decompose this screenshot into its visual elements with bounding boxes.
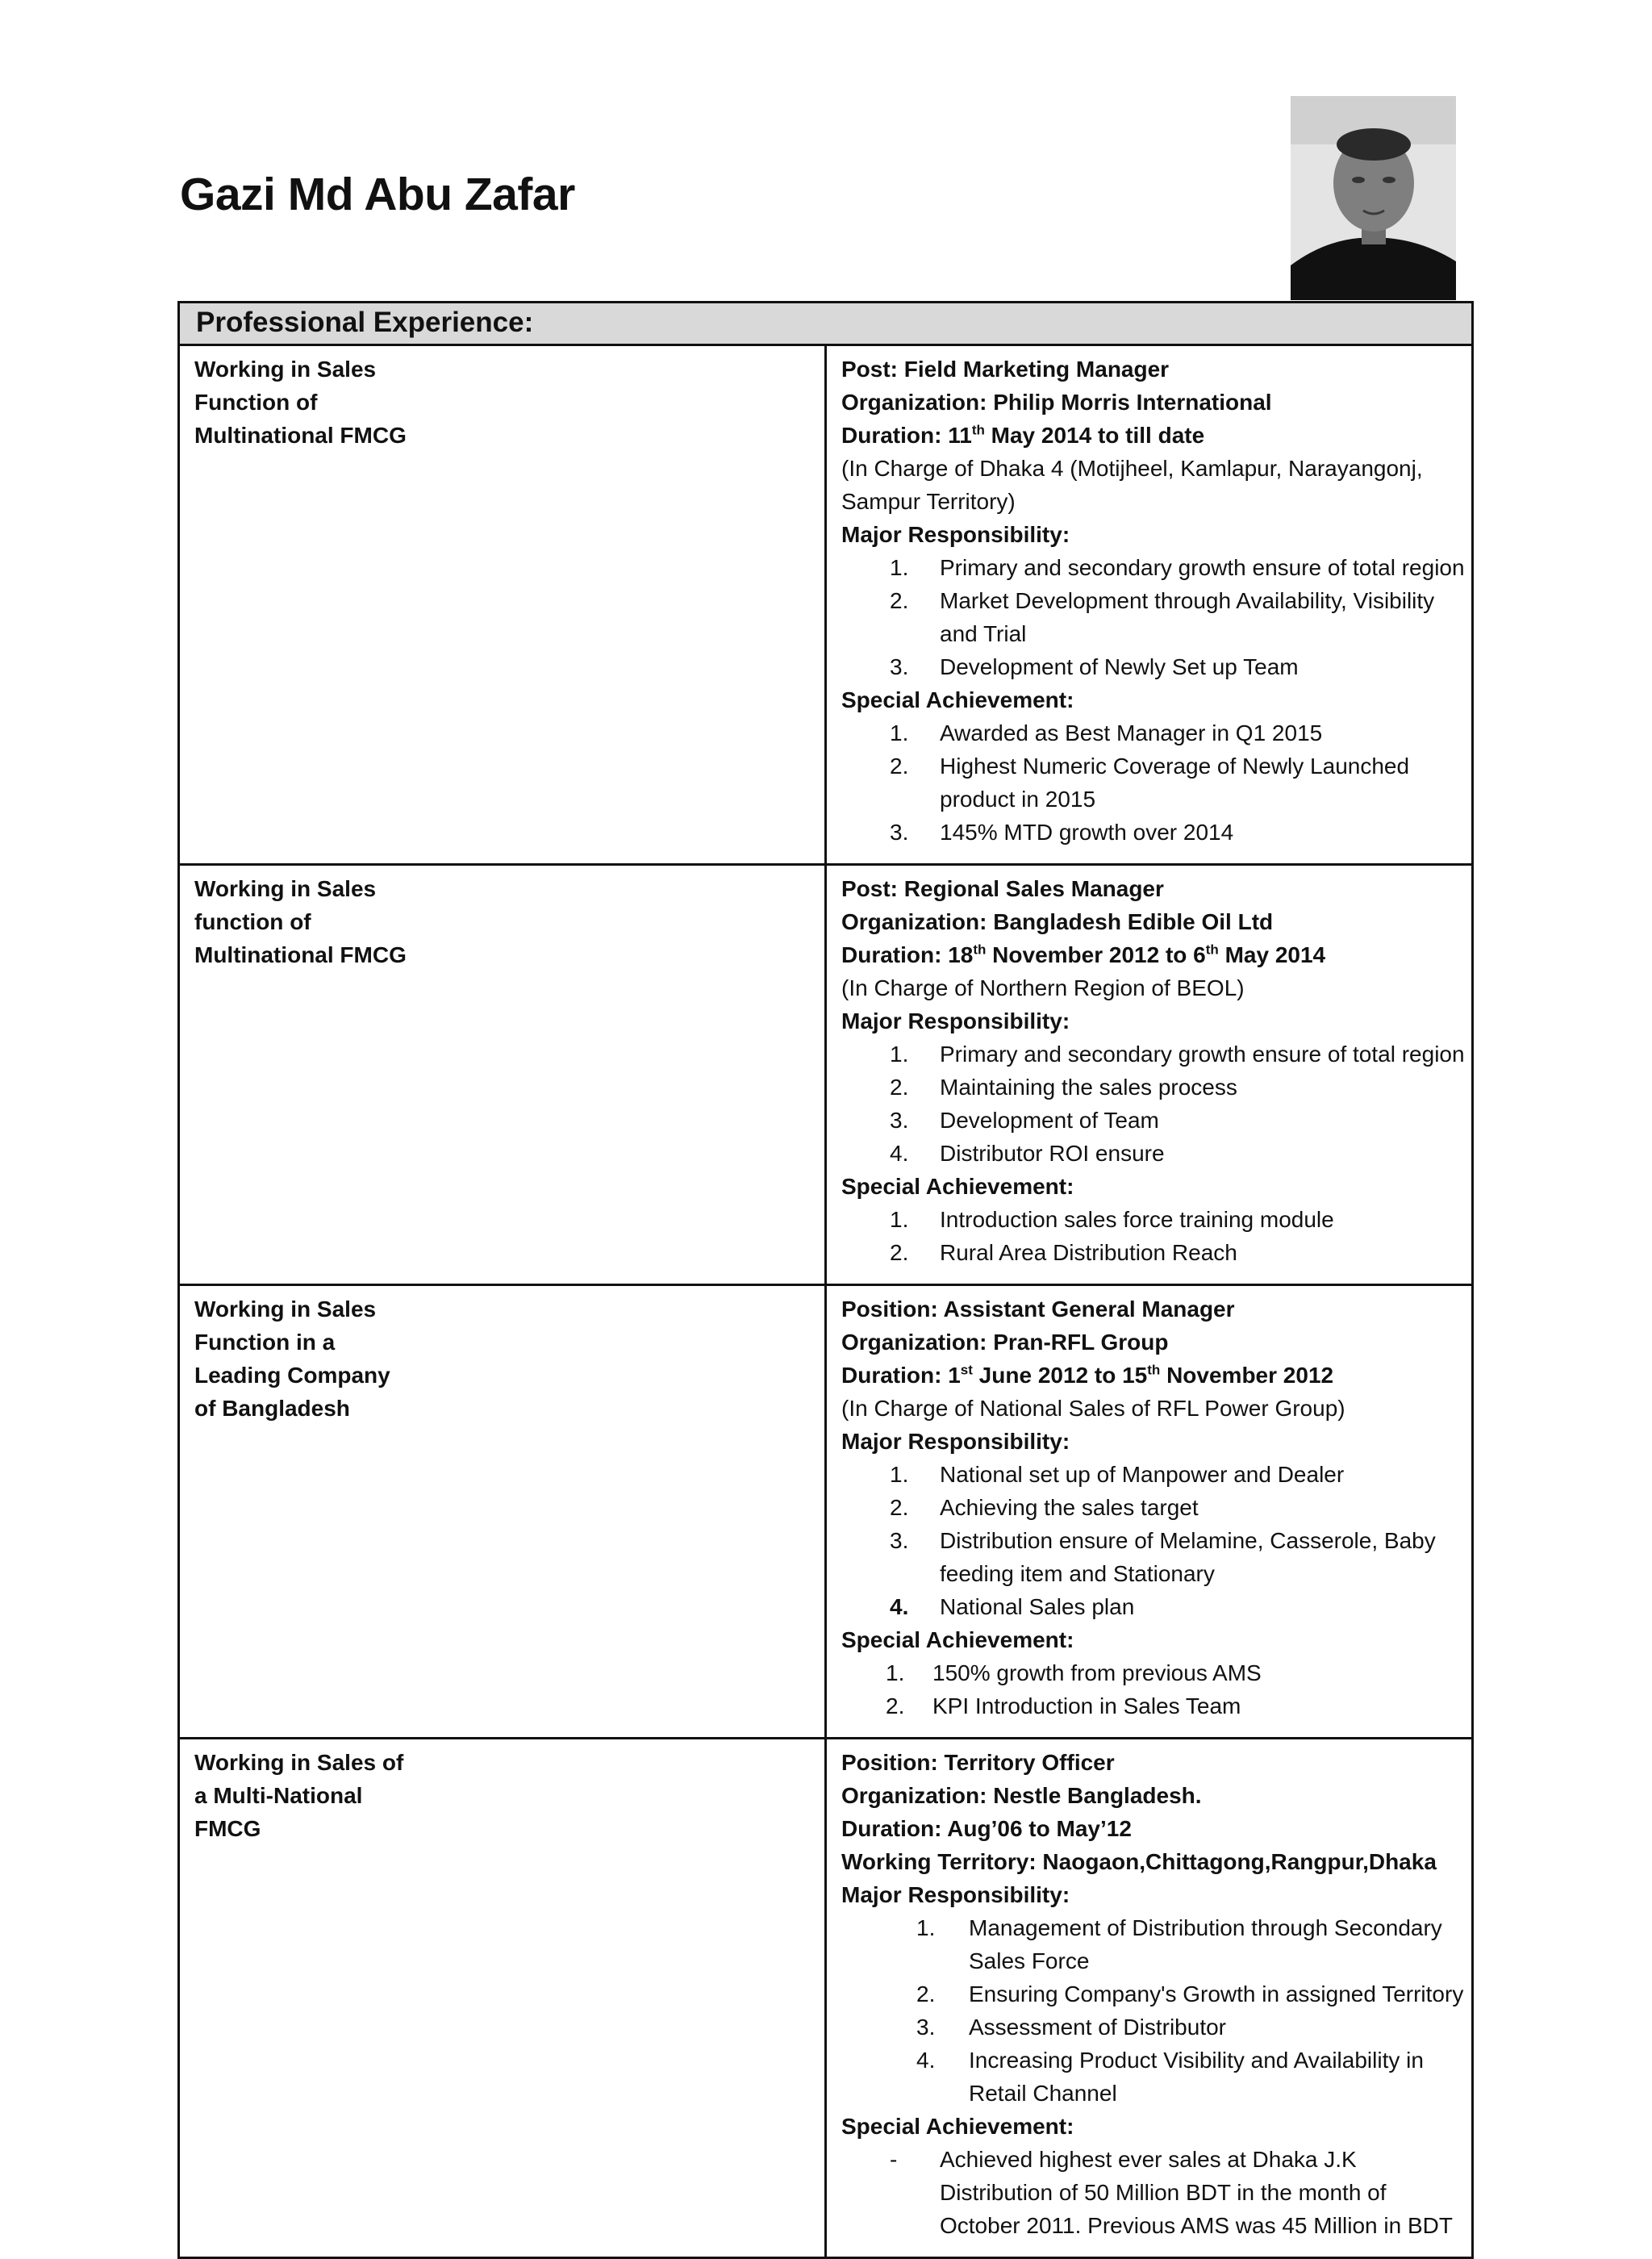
- list-item: 1. Primary and secondary growth ensure of total region: [890, 1042, 1465, 1067]
- experience-row: [179, 1285, 1473, 1739]
- list-item: 3. Distribution ensure of Melamine, Casserole, Baby feeding item and Stationary: [890, 1528, 1436, 1586]
- list-item: 1. Awarded as Best Manager in Q1 2015: [890, 720, 1323, 745]
- list-item: 3. Development of Newly Set up Team: [890, 654, 1299, 679]
- job-charge: (In Charge of National Sales of RFL Power Group): [841, 1396, 1345, 1421]
- experience-row: [179, 865, 1473, 1285]
- job-duration: Duration: 1st June 2012 to 15th November 2012: [841, 1362, 1334, 1388]
- profile-photo: [1291, 96, 1456, 300]
- special-achievement-label: Special Achievement:: [841, 1174, 1074, 1199]
- job-details: [826, 1739, 1473, 2258]
- job-category: [179, 345, 826, 865]
- major-responsibility-label: Major Responsibility:: [841, 1008, 1070, 1033]
- list-item: 4. Increasing Product Visibility and Availability in Retail Channel: [916, 2048, 1424, 2106]
- job-category-label: Working in Sales Function of Multinational FMCG: [194, 357, 407, 448]
- list-item: 1. Primary and secondary growth ensure of total region: [890, 555, 1465, 580]
- job-details: [826, 1285, 1473, 1739]
- list-item: 2. Highest Numeric Coverage of Newly Launched product in 2015: [890, 754, 1410, 812]
- list-item: 3. 145% MTD growth over 2014: [890, 820, 1234, 845]
- job-category: [179, 1739, 826, 2258]
- list-item: 2. Rural Area Distribution Reach: [890, 1240, 1237, 1265]
- list-item: 2. Maintaining the sales process: [890, 1075, 1237, 1100]
- job-category-label: Working in Sales Function in a Leading Company of Bangladesh: [194, 1297, 390, 1421]
- list-item: 4. National Sales plan: [890, 1594, 1135, 1619]
- special-achievement-label: Special Achievement:: [841, 2114, 1074, 2139]
- major-responsibility-label: Major Responsibility:: [841, 522, 1070, 547]
- list-item: 3. Assessment of Distributor: [916, 2015, 1226, 2040]
- job-organization: Organization: Philip Morris International: [841, 390, 1272, 415]
- list-item: 2. Achieving the sales target: [890, 1495, 1199, 1520]
- job-category-label: Working in Sales of a Multi-National FMCG: [194, 1750, 404, 1841]
- major-responsibility-label: Major Responsibility:: [841, 1429, 1070, 1454]
- candidate-name: Gazi Md Abu Zafar: [180, 169, 575, 220]
- list-item: 2. Ensuring Company's Growth in assigned Territory: [916, 1981, 1464, 2006]
- job-category: [179, 1285, 826, 1739]
- list-item: 4. Distributor ROI ensure: [890, 1141, 1165, 1166]
- job-duration: Duration: Aug’06 to May’12: [841, 1816, 1132, 1841]
- experience-row: [179, 345, 1473, 865]
- section-header: Professional Experience:: [179, 303, 1473, 345]
- special-achievement-label: Special Achievement:: [841, 1627, 1074, 1652]
- job-charge: (In Charge of Northern Region of BEOL): [841, 975, 1245, 1000]
- job-post: Position: Assistant General Manager: [841, 1297, 1235, 1322]
- job-post: Post: Regional Sales Manager: [841, 876, 1164, 901]
- job-organization: Organization: Bangladesh Edible Oil Ltd: [841, 909, 1274, 934]
- list-item: 1. 150% growth from previous AMS: [886, 1660, 1262, 1685]
- special-achievement-label: Special Achievement:: [841, 687, 1074, 712]
- list-item: 1. National set up of Manpower and Dealer: [890, 1462, 1345, 1487]
- job-post: Position: Territory Officer: [841, 1750, 1115, 1775]
- list-item: - Achieved highest ever sales at Dhaka J.K Distribution of 50 Million BDT in the month of October 2011. Previous AMS was 45 Million in BDT: [890, 2147, 1453, 2238]
- experience-table: [177, 301, 1474, 2259]
- list-item: 2. KPI Introduction in Sales Team: [886, 1693, 1241, 1718]
- list-item: 1. Introduction sales force training module: [890, 1207, 1334, 1232]
- job-duration: Duration: 18th November 2012 to 6th May 2014: [841, 942, 1326, 967]
- job-details: [826, 345, 1473, 865]
- job-charge: (In Charge of Dhaka 4 (Motijheel, Kamlapur, Narayangonj, Sampur Territory): [841, 456, 1423, 514]
- list-item: 1. Management of Distribution through Secondary Sales Force: [916, 1915, 1442, 1973]
- working-territory: Working Territory: Naogaon,Chittagong,Rangpur,Dhaka: [841, 1849, 1437, 1874]
- job-category-label: Working in Sales function of Multinational FMCG: [194, 876, 407, 967]
- list-item: 2. Market Development through Availability, Visibility and Trial: [890, 588, 1435, 646]
- job-post: Post: Field Marketing Manager: [841, 357, 1170, 382]
- job-organization: Organization: Pran-RFL Group: [841, 1330, 1169, 1355]
- list-item: 3. Development of Team: [890, 1108, 1159, 1133]
- major-responsibility-label: Major Responsibility:: [841, 1882, 1070, 1907]
- experience-row: [179, 1739, 1473, 2258]
- job-organization: Organization: Nestle Bangladesh.: [841, 1783, 1202, 1808]
- job-duration: Duration: 11th May 2014 to till date: [841, 422, 1205, 448]
- job-category: [179, 865, 826, 1285]
- job-details: [826, 865, 1473, 1285]
